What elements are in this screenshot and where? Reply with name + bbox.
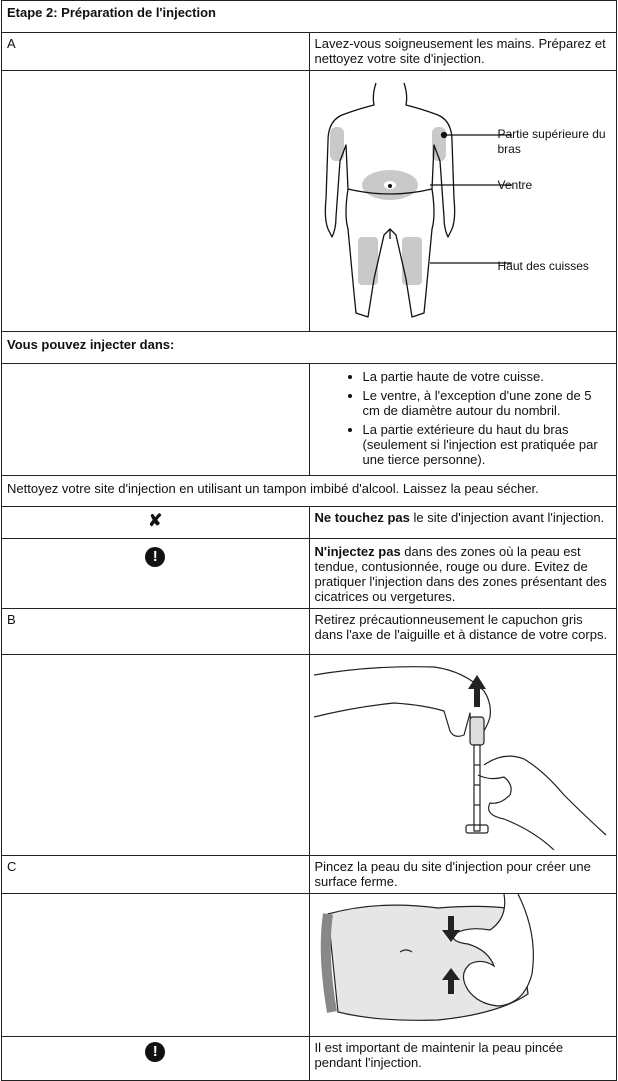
step-b-letter: B	[2, 609, 310, 655]
title-row	[2, 1, 617, 33]
label-belly: Ventre	[498, 178, 533, 193]
step-a-letter: A	[2, 33, 310, 71]
list-item: • La partie haute de votre cuisse.	[363, 369, 612, 384]
warning-icon: !	[145, 547, 165, 567]
cross-icon: ✘	[148, 511, 162, 530]
step-b-text: Retirez précautionneusement le capuchon gris dans l'axe de l'aiguille et à distance de votre corps.	[309, 609, 617, 655]
instruction-table	[1, 0, 617, 1081]
pinch-figure-cell	[309, 894, 617, 1037]
step-c-row	[2, 856, 617, 894]
label-upper-arm: Partie supérieure du bras	[498, 127, 617, 157]
body-figure-row	[2, 71, 617, 332]
cap-figure-cell	[309, 655, 617, 856]
clean-row	[2, 476, 617, 507]
can-inject-list-row	[2, 364, 617, 476]
step-c-text: Pincez la peau du site d'injection pour créer une surface ferme.	[309, 856, 617, 894]
label-thighs: Haut des cuisses	[498, 259, 589, 274]
warning-icon: !	[145, 1042, 165, 1062]
thigh-zone-right	[402, 237, 422, 285]
no-touch-text: le site d'injection avant l'injection.	[410, 510, 604, 525]
no-inject-text: dans des zones où la peau est tendue, contusionnée, rouge ou dure. Evitez de pratiquer l'injection dans des zones présentant des cicatrices ou vergetures.	[315, 544, 607, 604]
keep-pinched-row	[2, 1037, 617, 1081]
step-a-row	[2, 33, 617, 71]
no-inject-row	[2, 539, 617, 609]
pinch-skin-illustration	[318, 894, 548, 1032]
section-title: Etape 2: Préparation de l'injection	[2, 1, 617, 33]
list-item: • La partie extérieure du haut du bras (seulement si l'injection est pratiquée par une tierce personne).	[363, 422, 612, 467]
step-c-letter: C	[2, 856, 310, 894]
keep-pinched-text: Il est important de maintenir la peau pincée pendant l'injection.	[309, 1037, 617, 1081]
remove-cap-illustration	[314, 655, 614, 850]
clean-text: Nettoyez votre site d'injection en utilisant un tampon imbibé d'alcool. Laissez la peau sécher.	[2, 476, 617, 507]
can-inject-heading: Vous pouvez injecter dans:	[2, 332, 617, 364]
pinch-figure-row	[2, 894, 617, 1037]
step-b-row	[2, 609, 617, 655]
body-figure-cell	[309, 71, 617, 332]
leader-lines	[430, 79, 618, 329]
no-inject-bold: N'injectez pas	[315, 544, 401, 559]
list-item: • Le ventre, à l'exception d'une zone de 5 cm de diamètre autour du nombril.	[363, 388, 612, 418]
no-touch-bold: Ne touchez pas	[315, 510, 410, 525]
thigh-zone-left	[358, 237, 378, 285]
injection-site-list	[315, 369, 612, 467]
can-inject-heading-row	[2, 332, 617, 364]
step-a-text: Lavez-vous soigneusement les mains. Préparez et nettoyez votre site d'injection.	[309, 33, 617, 71]
cap-figure-row	[2, 655, 617, 856]
no-touch-row	[2, 507, 617, 539]
